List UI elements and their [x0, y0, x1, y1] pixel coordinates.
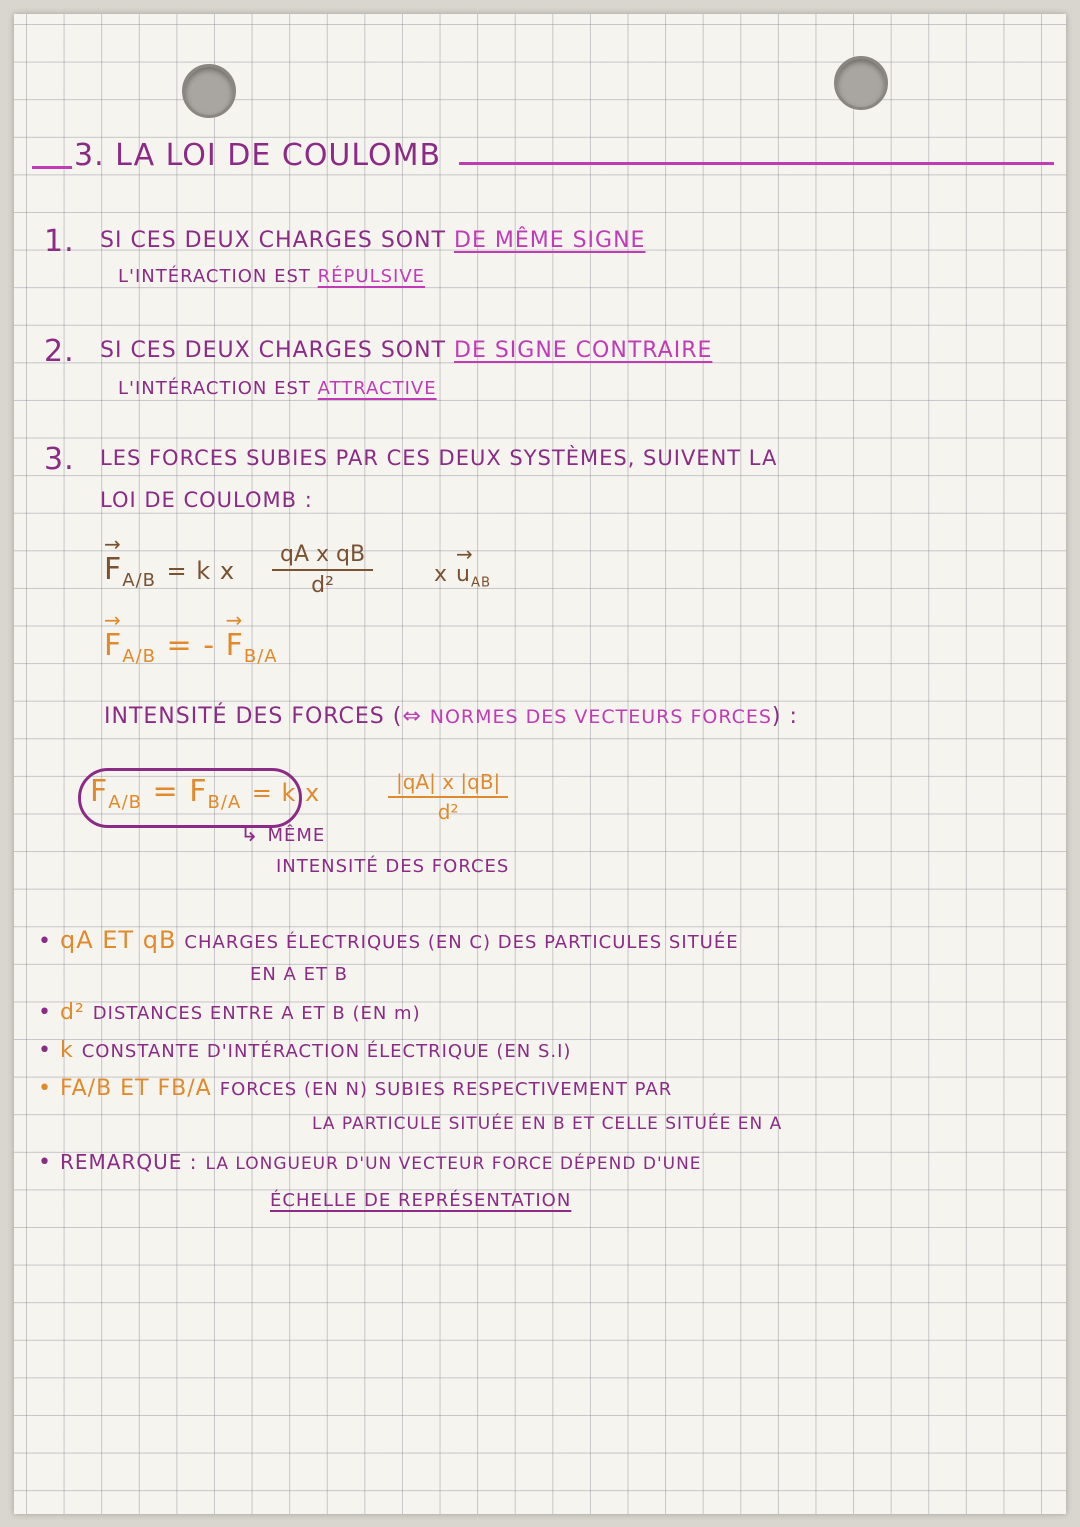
intensity-f-ab-sub: A/B — [108, 792, 142, 813]
item-1-line1 — [100, 228, 645, 253]
bullet-constant-text: CONSTANTE D'INTÉRACTION ÉLECTRIQUE (EN S.I) — [81, 1041, 572, 1062]
unit-vector-term — [434, 562, 491, 590]
bullet-remark — [38, 1150, 702, 1175]
bullet-charges-line2: EN A ET B — [250, 964, 349, 985]
bullet-charges-text: CHARGES ÉLECTRIQUES (EN C) DES PARTICULES SITUÉE — [184, 932, 739, 953]
fraction-abs-charges — [388, 770, 508, 824]
item-1-line2 — [118, 266, 425, 287]
punch-hole-right — [834, 56, 888, 110]
force2-symbol: F — [104, 628, 123, 663]
formula-coulomb-vector — [104, 552, 235, 591]
equals-minus: = - — [166, 628, 216, 663]
force-ba-symbol: F — [225, 628, 244, 663]
bullet-forces-text: FORCES (EN N) SUBIES RESPECTIVEMENT PAR — [219, 1079, 673, 1100]
arrow-icon: ↳ — [240, 822, 260, 847]
paren-open: ( — [392, 704, 403, 729]
title-rule-left — [32, 166, 72, 169]
unit-vector-subscript: AB — [470, 575, 492, 591]
intensity-f-ab: F — [90, 774, 109, 809]
fraction-charges — [272, 542, 373, 598]
intensity-f-ba-sub: B/A — [207, 792, 242, 813]
abs-fraction-numerator: |qA| x |qB| — [388, 770, 508, 798]
item-2-line2-text-a: L'INTÉRACTION EST — [118, 378, 311, 399]
notebook-page — [14, 14, 1066, 1514]
section-title — [74, 138, 441, 173]
abs-fraction-denominator: d² — [437, 800, 459, 824]
force-ba-subscript: B/A — [243, 646, 278, 667]
bullet-dot-icon: • — [38, 929, 52, 954]
force-vector-ab-2 — [104, 628, 156, 667]
bullet-constant — [38, 1038, 571, 1063]
bullet-charges-term: qA ET qB — [59, 926, 177, 954]
remark-text: LA LONGUEUR D'UN VECTEUR FORCE DÉPEND D'UNE — [205, 1154, 702, 1174]
section-title-text: LA LOI DE COULOMB — [115, 138, 442, 173]
bullet-dot-icon: • — [38, 1038, 52, 1063]
remark-label: REMARQUE : — [59, 1150, 198, 1174]
item-3-line2: LOI DE COULOMB : — [100, 488, 313, 512]
bullet-dot-icon: • — [38, 1000, 52, 1025]
title-rule-right — [459, 162, 1054, 165]
unit-vector-symbol: u — [456, 562, 471, 587]
item-2-number: 2. — [44, 334, 75, 369]
bullet-charges — [38, 926, 739, 954]
punch-hole-left — [182, 64, 236, 118]
paren-close: ) : — [771, 704, 798, 729]
item-2-text-b: DE SIGNE CONTRAIRE — [454, 338, 713, 363]
intensity-paren-text: NORMES DES VECTEURS FORCES — [429, 706, 772, 728]
multiply-sign: x — [434, 562, 449, 587]
intensity-equals-1: = — [152, 774, 179, 809]
item-1-text-b: DE MÊME SIGNE — [454, 228, 646, 253]
equals-k: = k x — [166, 557, 236, 585]
bullet-dot-icon: • — [38, 1076, 52, 1101]
same-intensity-note — [240, 822, 325, 847]
bullet-forces-term: FA/B ET FB/A — [59, 1076, 212, 1101]
intensity-label: INTENSITÉ DES FORCES — [104, 704, 385, 729]
intensity-line — [104, 704, 798, 729]
formula-opposite-forces — [104, 628, 278, 667]
force-vector-ab — [104, 552, 156, 591]
equivalence-symbol: ⇔ — [402, 704, 422, 729]
remark-line2: ÉCHELLE DE REPRÉSENTATION — [270, 1190, 572, 1211]
force2-subscript: A/B — [122, 646, 156, 667]
intensity-equals-k: = k x — [251, 779, 321, 807]
bullet-forces — [38, 1076, 672, 1101]
item-1-text-a: SI CES DEUX CHARGES SONT — [100, 228, 446, 253]
same-label: MÊME — [267, 825, 326, 846]
same-intensity-note-2: INTENSITÉ DES FORCES — [276, 856, 510, 877]
item-2-line1 — [100, 338, 712, 363]
force-vector-ba — [226, 628, 278, 667]
fraction-numerator: qA x qB — [272, 542, 373, 571]
force-subscript: A/B — [122, 570, 156, 591]
item-1-line2-text-a: L'INTÉRACTION EST — [118, 266, 311, 287]
bullet-dot-icon: • — [38, 1150, 52, 1175]
item-2-line2-text-b: ATTRACTIVE — [317, 378, 437, 399]
bullet-distance-term: d² — [59, 1000, 85, 1025]
item-3-number: 3. — [44, 442, 75, 477]
bullet-distance — [38, 1000, 421, 1025]
formula-intensity — [90, 774, 320, 813]
item-2-line2 — [118, 378, 437, 399]
intensity-f-ba: F — [189, 774, 208, 809]
item-1-line2-text-b: RÉPULSIVE — [317, 266, 426, 287]
force-symbol: F — [104, 552, 123, 587]
bullet-constant-term: k — [59, 1038, 74, 1063]
fraction-denominator: d² — [311, 573, 334, 598]
unit-vector — [456, 562, 491, 590]
item-2-text-a: SI CES DEUX CHARGES SONT — [100, 338, 446, 363]
section-number: 3. — [74, 138, 105, 173]
item-3-line1: LES FORCES SUBIES PAR CES DEUX SYSTÈMES, SUIVENT LA — [100, 446, 778, 470]
bullet-distance-text: DISTANCES ENTRE A ET B (EN m) — [92, 1003, 421, 1024]
item-1-number: 1. — [44, 224, 75, 259]
bullet-forces-line2: LA PARTICULE SITUÉE EN B ET CELLE SITUÉE EN A — [312, 1114, 783, 1134]
